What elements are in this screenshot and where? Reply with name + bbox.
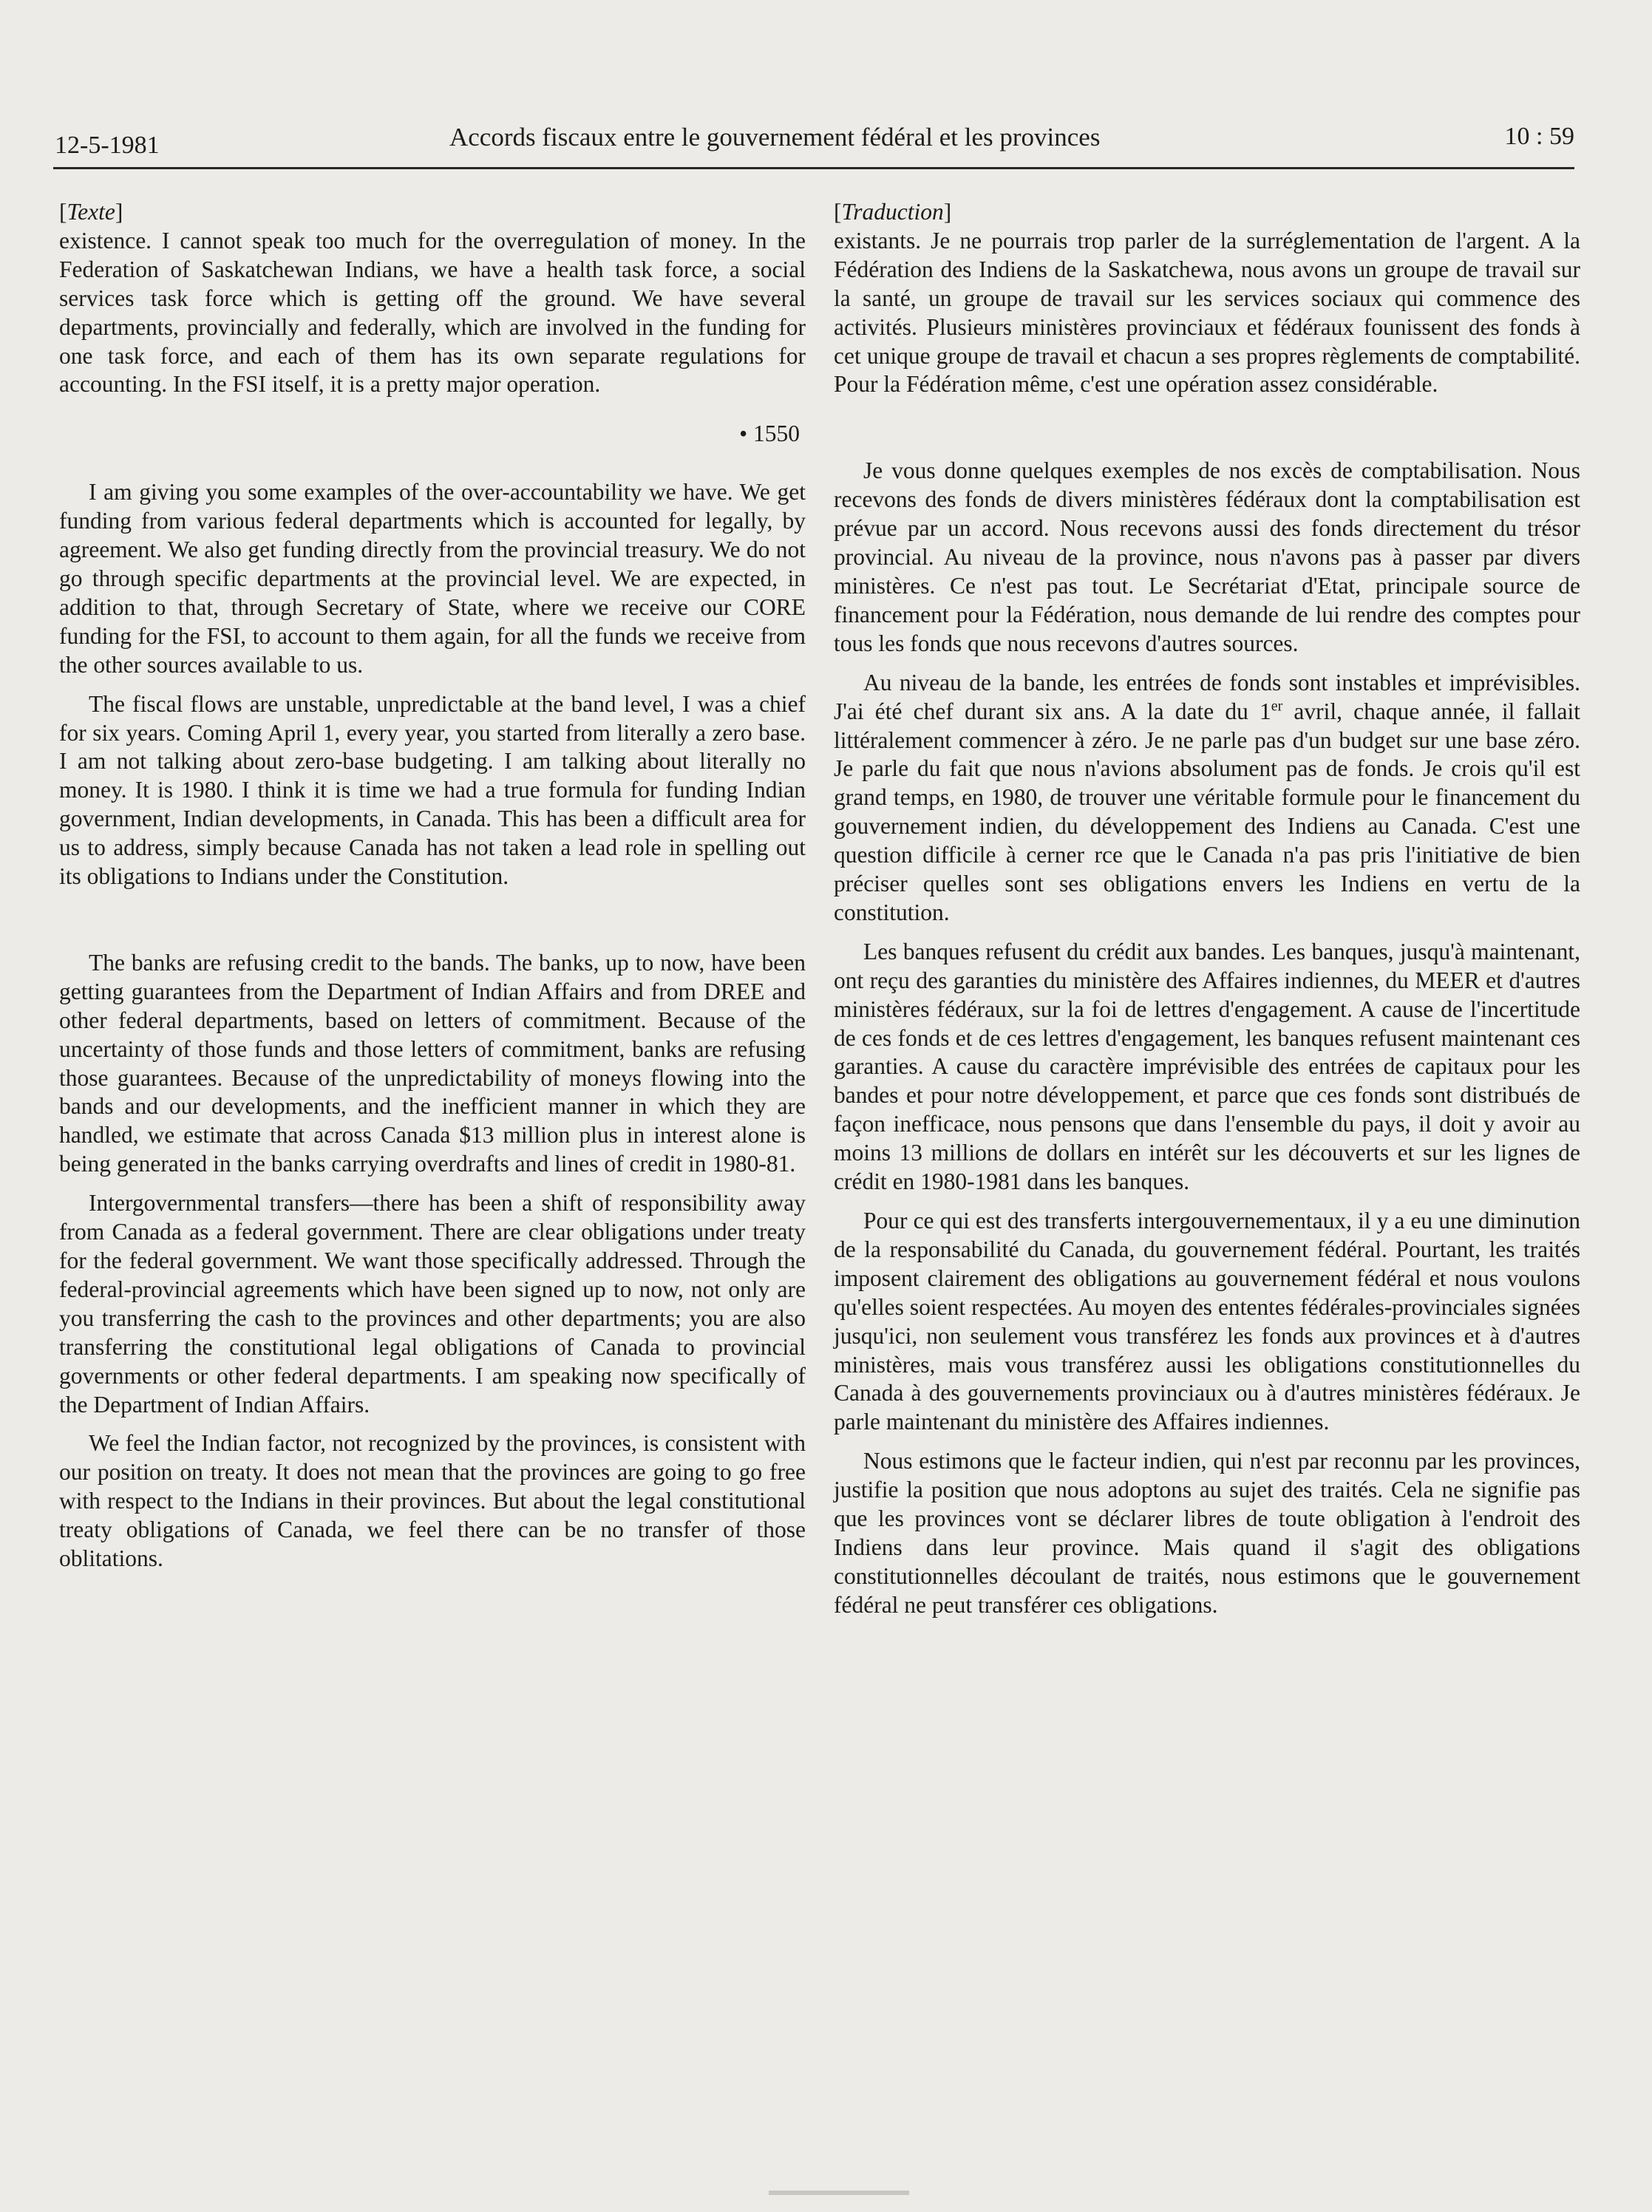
french-paragraph-2: Je vous donne quelques exemples de nos excès de comptabilisation. Nous recevons des fonds de divers ministères fédéraux dont la comptabilisation est prévue par un accord. Nous recevons aussi des fonds directement du trésor provincial. Au niveau de la province, nous n'avons pas à passer par divers ministères. Ce n'est pas tout. Le Secrétariat d'Etat, principale source de financement pour la Fédération, nous demande de lui rendre des comptes pour tous les fonds que nous recevons d'autres sources. bbox=[834, 457, 1580, 656]
english-paragraph-6: We feel the Indian factor, not recognized by the provinces, is consistent with our position on treaty. It does not mean that the provinces are going to go free with respect to the Indians in their provinces. But about the legal constitutional treaty obligations of Canada, we feel there can be no transfer of those oblitations. bbox=[59, 1430, 806, 1572]
column-label-traduction: [Traduction] bbox=[834, 199, 952, 225]
french-paragraph-5: Pour ce qui est des transferts intergouvernementaux, il y a eu une diminution de la responsabilité du Canada, du gouvernement fédéral. Pourtant, les traités imposent clairement des obligations au gouvernement fédéral et nous voulons qu'elles soient respectées. Au moyen des ententes fédérales-provinciales signées jusqu'ici, non seulement vous transférez les fonds aux provinces et à d'autres ministères, mais vous transférez aussi les obligations constitutionnelles du Canada à des gouvernements provinciaux ou à d'autres ministères fédéraux. Je parle maintenant du ministère des Affaires indiennes. bbox=[834, 1208, 1580, 1435]
english-paragraph-4: The banks are refusing credit to the bands. The banks, up to now, have been getting guarantees from the Department of Indian Affairs and from DREE and other federal departments, based on letters of commitment. Because of the uncertainty of those funds and those letters of commitment, banks are refusing those guarantees. Because of the unpredictability of moneys flowing into the bands and our developments, and the inefficient manner in which they are handled, we estimate that across Canada $13 million plus in interest alone is being generated in the banks carrying overdrafts and lines of credit in 1980-81. bbox=[59, 949, 806, 1177]
english-column bbox=[59, 198, 806, 1573]
header-rule bbox=[53, 167, 1574, 169]
column-label-texte: [Texte] bbox=[59, 199, 123, 225]
english-paragraph-3: The fiscal flows are unstable, unpredictable at the band level, I was a chief for six years. Coming April 1, every year, you started from literally a zero base. I am not talking about zero-base budgeting. I am talking about literally no money. It is 1980. I think it is time we had a true formula for funding Indian government, Indian developments, in Canada. This has been a difficult area for us to address, simply because Canada has not taken a lead role in spelling out its obligations to Indians under the Constitution. bbox=[59, 690, 806, 890]
french-paragraph-1: existants. Je ne pourrais trop parler de la surréglementation de l'argent. A la Fédération des Indiens de la Saskatchewa, nous avons un groupe de travail sur la santé, un groupe de travail sur les services sociaux qui commence des activités. Plusieurs ministères provinciaux et fédéraux founissent des fonds à cet unique groupe de travail et chacun a ses propres règlements de comptabilité. Pour la Fédération même, c'est une opération assez considérable. bbox=[834, 227, 1580, 398]
french-paragraph-4: Les banques refusent du crédit aux bandes. Les banques, jusqu'à maintenant, ont reçu des garanties du ministère des Affaires indiennes, du MEER et d'autres ministères fédéraux, sur la foi de lettres d'engagement. A cause de l'incertitude de ces fonds et de ces lettres d'engagement, les banques refusent maintenant ces garanties. A cause du caractère imprévisible des entrées de capitaux pour les bandes et pour notre développement, et parce que ces fonds sont distribués de façon inefficace, nous pensons que dans l'ensemble du pays, il doit y avoir au moins 13 millions de dollars en intérêt sur les découverts et sur les lignes de crédit en 1980-1981 dans les banques. bbox=[834, 938, 1580, 1195]
english-paragraph-1: existence. I cannot speak too much for the overregulation of money. In the Federation of Saskatchewan Indians, we have a health task force, a social services task force which is getting off the ground. We have several departments, provincially and federally, which are involved in the funding for one task force, and each of them has its own separate regulations for accounting. In the FSI itself, it is a pretty major operation. bbox=[59, 227, 806, 398]
french-paragraph-6: Nous estimons que le facteur indien, qui n'est par reconnu par les provinces, justifie la position que nous adoptons au sujet des traités. Cela ne signifie pas que les provinces vont se déclarer libres de toute obligation à l'endroit des Indiens dans leur province. Mais quand il s'agit des obligations constitutionnelles découlant de traités, nous estimons que le gouvernement fédéral ne peut transférer ces obligations. bbox=[834, 1448, 1580, 1618]
english-paragraph-2: I am giving you some examples of the over-accountability we have. We get funding from various federal departments which is accounted for legally, by agreement. We also get funding directly from the provincial treasury. We do not go through specific departments at the provincial level. We are expected, in addition to that, through Secretary of State, where we receive our CORE funding for the FSI, to account to them again, for all the funds we receive from the other sources available to us. bbox=[59, 479, 806, 678]
english-paragraph-5: Intergovernmental transfers—there has been a shift of responsibility away from Canada as a federal government. There are clear obligations under treaty for the federal government. We want those specifically addressed. Through the federal-provincial agreements which have been signed up to now, not only are you transferring the cash to the provinces and other departments; you are also transferring the constitutional legal obligations of Canada to provincial governments or other federal departments. I am speaking now specifically of the Department of Indian Affairs. bbox=[59, 1190, 806, 1418]
french-paragraph-3: Au niveau de la bande, les entrées de fonds sont instables et imprévisibles. J'ai été chef durant six ans. A la date du 1er avril, chaque année, il fallait littéralement commencer à zéro. Je ne parle pas d'un budget sur une base zéro. Je parle du fait que nous n'avions absolument pas de fonds. Je crois qu'il est grand temps, en 1980, de trouver une véritable formule pour le financement du gouvernement indien, du développement des Indiens au Canada. C'est une question difficile à cerner rce que le Canada n'a pas pris l'initiative de bien préciser quelles sont ses obligations envers les Indiens en vertu de la constitution. bbox=[834, 669, 1580, 925]
superscript-er: er bbox=[1271, 698, 1283, 715]
page-bottom-mark bbox=[769, 2191, 909, 2195]
header-title: Accords fiscaux entre le gouvernement fédéral et les provinces bbox=[449, 123, 1101, 152]
time-marker: • 1550 bbox=[739, 421, 800, 447]
french-column bbox=[834, 198, 1580, 1620]
header-date: 12-5-1981 bbox=[55, 132, 160, 159]
header-page-number: 10 : 59 bbox=[1504, 123, 1574, 150]
page-header bbox=[53, 118, 1574, 170]
